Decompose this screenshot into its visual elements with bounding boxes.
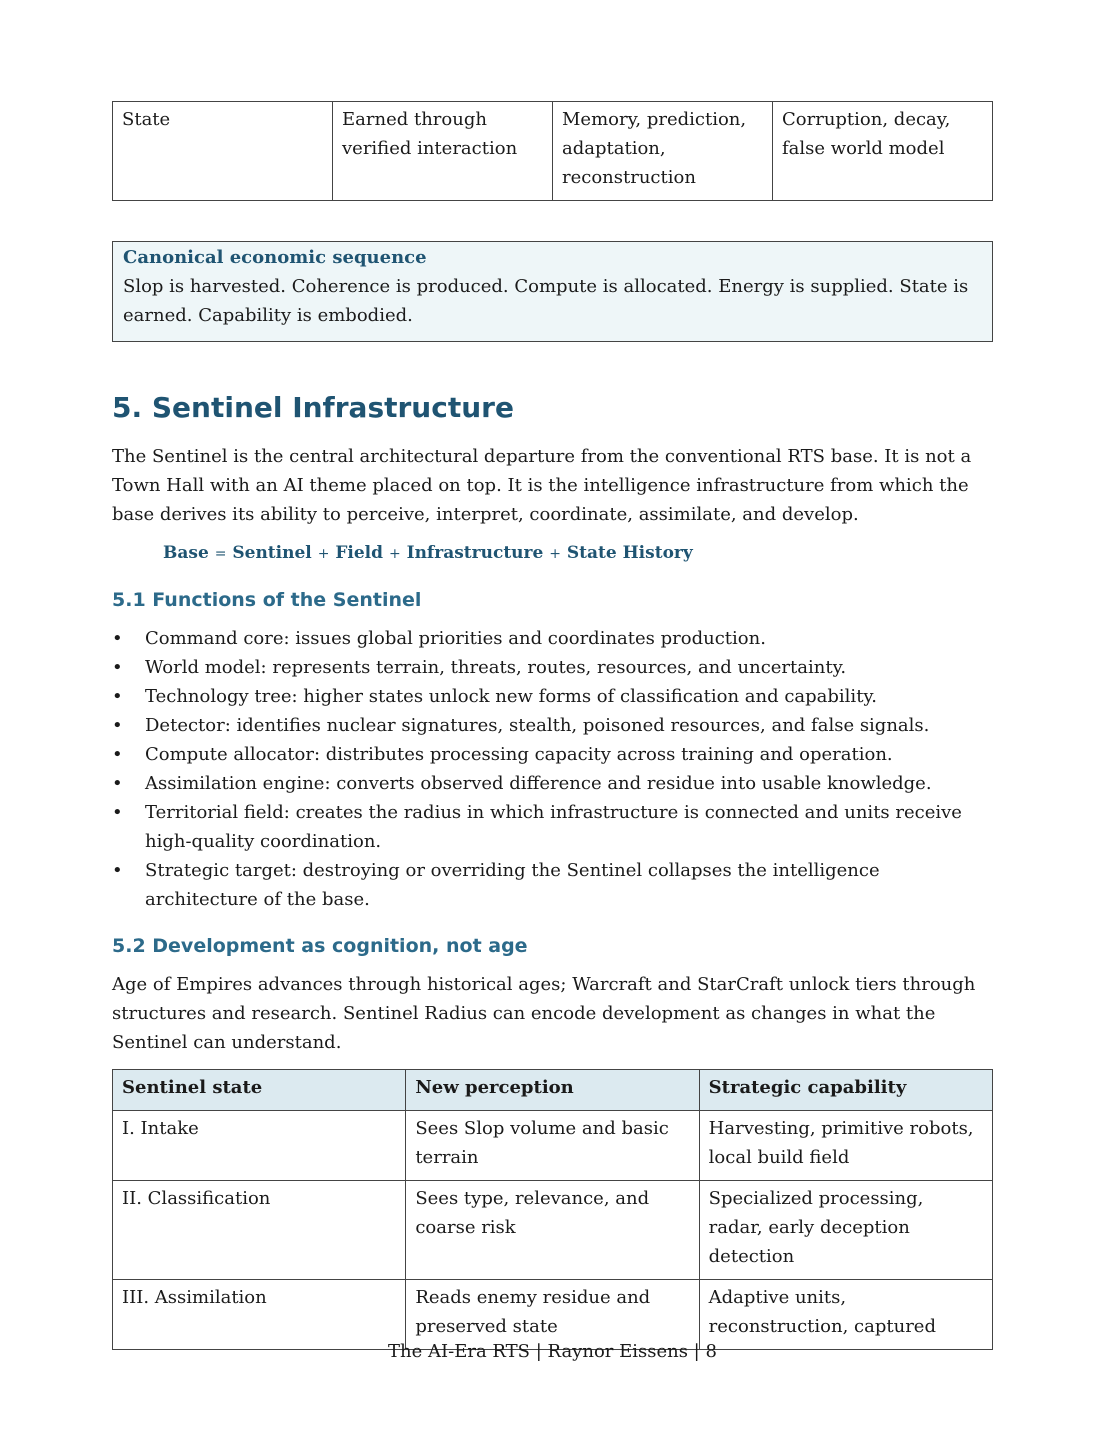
callout-body: Slop is harvested. Coherence is produced. Compute is allocated. Energy is supplied. State is earned. Capability is embodied. <box>123 276 969 326</box>
functions-list <box>112 624 993 914</box>
state-table-fragment <box>112 101 993 201</box>
list-item <box>112 711 993 740</box>
formula-operator: = <box>214 546 227 562</box>
subsection-heading: 5.2 Development as cognition, not age <box>112 935 528 957</box>
list-item-text: Compute allocator: distributes processing capacity across training and operation. <box>145 744 893 765</box>
bullet-icon: • <box>112 657 123 678</box>
formula-operator: + <box>388 546 401 562</box>
formula <box>163 539 993 568</box>
list-item-text: Assimilation engine: converts observed difference and residue into usable knowledge. <box>145 773 932 794</box>
sentinel-states-table <box>112 1069 993 1350</box>
page-footer: The AI-Era RTS | Raynor Eissens | 8 <box>388 1341 717 1362</box>
list-item-text: Detector: identifies nuclear signatures, stealth, poisoned resources, and false signals. <box>145 715 930 736</box>
formula-term: Base <box>163 543 209 563</box>
bullet-icon: • <box>112 773 123 794</box>
formula-operator: + <box>549 546 561 562</box>
list-item-text: World model: represents terrain, threats, routes, resources, and uncertainty. <box>145 657 847 678</box>
bullet-icon: • <box>112 686 123 707</box>
list-item <box>112 653 993 682</box>
table-cell: Sees Slop volume and basic terrain <box>406 1111 699 1181</box>
table-cell: III. Assimilation <box>113 1280 406 1350</box>
table-cell: Memory, prediction, adaptation, reconstruction <box>553 102 773 201</box>
list-item-text: Command core: issues global priorities and coordinates production. <box>145 628 766 649</box>
list-item-text: Technology tree: higher states unlock new forms of classification and capability. <box>145 686 877 707</box>
table-cell: I. Intake <box>113 1111 406 1181</box>
table-cell: Adaptive units, reconstruction, captured <box>699 1280 992 1350</box>
bullet-icon: • <box>112 715 123 736</box>
table-cell: Specialized processing, radar, early deception detection <box>699 1181 992 1280</box>
table-row <box>113 102 993 201</box>
bullet-icon: • <box>112 744 123 765</box>
subsection-heading: 5.1 Functions of the Sentinel <box>112 589 422 611</box>
list-item-text: Strategic target: destroying or overriding the Sentinel collapses the intelligence architecture of the base. <box>145 860 880 910</box>
table-cell: Earned through verified interaction <box>333 102 553 201</box>
table-row <box>113 1181 993 1280</box>
table-cell: Reads enemy residue and preserved state <box>406 1280 699 1350</box>
column-header: Sentinel state <box>113 1070 406 1111</box>
formula-term: Sentinel <box>232 543 312 563</box>
table-header-row <box>113 1070 993 1111</box>
section-intro: Age of Empires advances through historical ages; Warcraft and StarCraft unlock tiers through structures and research. Sentinel Radius can encode development as changes in what the Sentinel can understand. <box>112 974 976 1053</box>
bullet-icon: • <box>112 860 123 881</box>
list-item <box>112 682 993 711</box>
list-item-text: Territorial field: creates the radius in which infrastructure is connected and units receive high-quality coordination. <box>145 802 962 852</box>
section-heading: 5. Sentinel Infrastructure <box>112 391 514 424</box>
formula-term: Infrastructure <box>406 543 544 563</box>
table-cell: Corruption, decay, false world model <box>773 102 993 201</box>
list-item <box>112 624 993 653</box>
table-cell: Harvesting, primitive robots, local build field <box>699 1111 992 1181</box>
table-row <box>113 1111 993 1181</box>
document-page <box>112 101 993 1350</box>
list-item <box>112 856 993 914</box>
callout-title: Canonical economic sequence <box>123 247 427 268</box>
table-cell: Sees type, relevance, and coarse risk <box>406 1181 699 1280</box>
table-cell: State <box>113 102 333 201</box>
column-header: Strategic capability <box>699 1070 992 1111</box>
column-header: New perception <box>406 1070 699 1111</box>
list-item <box>112 798 993 856</box>
bullet-icon: • <box>112 628 123 649</box>
table-cell: II. Classification <box>113 1181 406 1280</box>
list-item <box>112 769 993 798</box>
formula-term: Field <box>335 543 384 563</box>
formula-operator: + <box>317 546 330 562</box>
formula-term: State History <box>566 543 693 563</box>
bullet-icon: • <box>112 802 123 823</box>
section-intro: The Sentinel is the central architectural departure from the conventional RTS base. It is not a Town Hall with an AI theme placed on top. It is the intelligence infrastructure from which the base derives its ability to perceive, interpret, coordinate, assimilate, and develop. <box>112 446 972 525</box>
list-item <box>112 740 993 769</box>
callout-box <box>112 241 993 342</box>
